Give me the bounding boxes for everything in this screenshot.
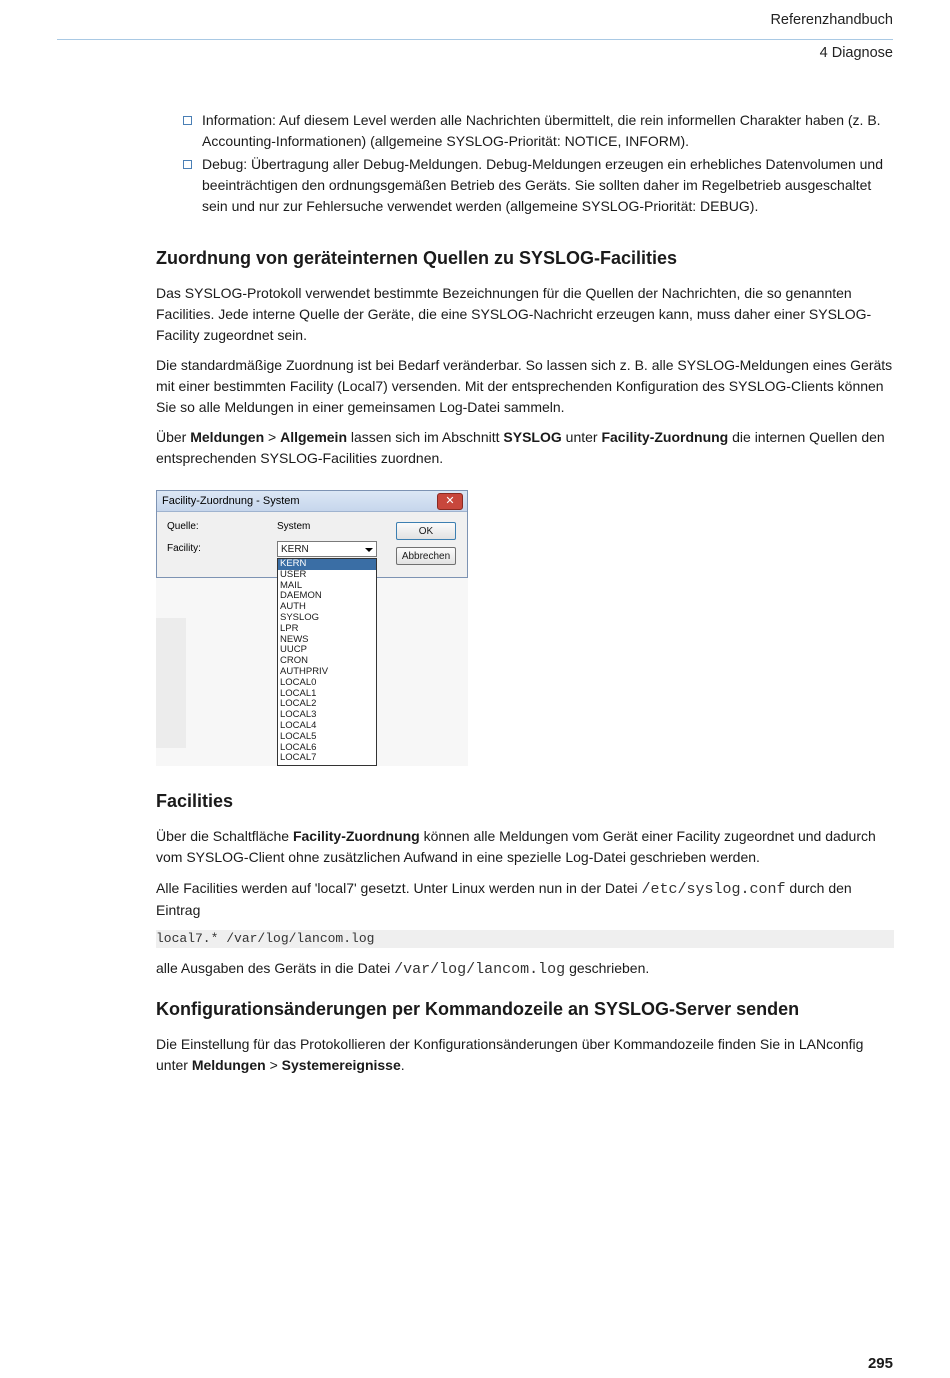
running-header-chapter: 4 Diagnose bbox=[819, 45, 893, 61]
facility-dropdown-list[interactable] bbox=[277, 558, 377, 766]
section-name-syslog: SYSLOG bbox=[503, 429, 562, 445]
dropdown-option[interactable]: MAIL bbox=[280, 579, 303, 591]
bullet-text: Information: Auf diesem Level werden alle Nachrichten übermittelt, die rein informellen Charakter haben (z. B. Accounting-Informationen) (allgemeine SYSLOG-Priorität: NOTICE, INFORM). bbox=[202, 112, 881, 149]
dropdown-option[interactable]: LOCAL3 bbox=[280, 709, 317, 721]
section-heading: Zuordnung von geräteinternen Quellen zu SYSLOG-Facilities bbox=[156, 248, 678, 268]
paragraph: Das SYSLOG-Protokoll verwendet bestimmte Bezeichnungen für die Quellen der Nachrichten, die so genannten Facilities. Jede interne Quelle der Geräte, die eine SYSLOG-Nachricht erzeugen kann, muss daher einer SYSLOG-Facility zugeordnet sein. bbox=[156, 285, 872, 343]
bullet-text: Debug: Übertragung aller Debug-Meldungen. Debug-Meldungen erzeugen ein erhebliches Datenvolumen und beeinträchtigen den ordnungsgemäßen Betrieb des Geräts. Sie sollten daher im Regelbetrieb ausgeschaltet sein und nur zur Fehlersuche verwendet werden (allgemeine SYSLOG-Priorität: DEBUG). bbox=[202, 156, 884, 214]
section-heading: Konfigurationsänderungen per Kommandozeile an SYSLOG-Server senden bbox=[156, 999, 800, 1019]
dropdown-option[interactable]: LOCAL1 bbox=[280, 687, 317, 699]
dropdown-option[interactable]: DAEMON bbox=[280, 590, 322, 602]
paragraph: Die standardmäßige Zuordnung ist bei Bedarf veränderbar. So lassen sich z. B. alle SYSLOG-Meldungen eines Geräts mit einer bestimmten Facility (Local7) versenden. Mit der entsprechenden Konfiguration des SYSLOG-Clients können Sie so alle Meldungen in einer gemeinsamen Log-Datei sammeln. bbox=[156, 357, 893, 415]
dialog-title: Facility-Zuordnung - System bbox=[162, 495, 300, 507]
square-bullet-icon bbox=[183, 160, 192, 169]
menu-path-systemereignisse: Systemereignisse bbox=[281, 1057, 401, 1073]
paragraph bbox=[156, 427, 894, 469]
page-number: 295 bbox=[867, 1355, 893, 1372]
text: Über die Schaltfläche bbox=[156, 828, 293, 844]
dropdown-option[interactable]: USER bbox=[280, 568, 307, 580]
text: Die Einstellung für das Protokollieren der Konfigurationsänderungen über Kommandozeile finden Sie in LANconfig unter bbox=[156, 1036, 864, 1073]
cancel-button[interactable]: Abbrechen bbox=[396, 547, 456, 565]
text: Alle Facilities werden auf 'local7' gesetzt. Unter Linux werden nun in der Datei bbox=[156, 880, 642, 896]
dropdown-option[interactable]: LOCAL6 bbox=[280, 741, 317, 753]
text: unter bbox=[561, 429, 602, 445]
dropdown-option[interactable]: UUCP bbox=[280, 644, 307, 656]
dropdown-option[interactable]: CRON bbox=[280, 655, 308, 667]
paragraph bbox=[156, 826, 894, 868]
close-icon[interactable]: ✕ bbox=[437, 493, 463, 510]
dropdown-option[interactable]: LOCAL7 bbox=[280, 752, 317, 764]
text: alle Ausgaben des Geräts in die Datei bbox=[156, 960, 395, 976]
source-label: Quelle: bbox=[167, 521, 199, 532]
text: geschrieben. bbox=[565, 960, 650, 976]
dropdown-option[interactable]: LOCAL5 bbox=[280, 730, 317, 742]
source-value: System bbox=[277, 521, 311, 532]
code-block: local7.* /var/log/lancom.log bbox=[156, 930, 894, 948]
paragraph bbox=[156, 1034, 894, 1076]
bullet-item bbox=[183, 154, 894, 217]
facility-label: Facility: bbox=[167, 543, 201, 554]
dropdown-option[interactable]: NEWS bbox=[280, 633, 309, 645]
paragraph bbox=[156, 958, 894, 980]
paragraph bbox=[156, 878, 894, 921]
dropdown-option[interactable]: AUTHPRIV bbox=[280, 665, 329, 677]
text: lassen sich im Abschnitt bbox=[347, 429, 504, 445]
facility-selected-value: KERN bbox=[281, 544, 309, 555]
dropdown-option[interactable]: LPR bbox=[280, 622, 299, 634]
menu-path-meldungen: Meldungen bbox=[190, 429, 265, 445]
bullet-item bbox=[183, 110, 894, 152]
menu-path-meldungen: Meldungen bbox=[191, 1057, 266, 1073]
square-bullet-icon bbox=[183, 116, 192, 125]
button-name-facility: Facility-Zuordnung bbox=[601, 429, 729, 445]
facility-select[interactable] bbox=[277, 541, 377, 557]
dropdown-option[interactable]: LOCAL4 bbox=[280, 719, 317, 731]
button-name-facility: Facility-Zuordnung bbox=[292, 828, 420, 844]
text: können alle Meldungen vom Gerät einer Facility zugeordnet und dadurch vom SYSLOG-Client ohne zusätzlichen Aufwand in eine spezielle Log-Datei geschrieben werden. bbox=[156, 828, 876, 865]
dropdown-option[interactable]: LOCAL2 bbox=[280, 698, 317, 710]
text: > bbox=[264, 429, 281, 445]
dropdown-option[interactable]: LOCAL0 bbox=[280, 676, 317, 688]
file-path: /etc/syslog.conf bbox=[641, 881, 786, 898]
bullet-list bbox=[183, 110, 894, 219]
text: die internen Quellen den entsprechenden SYSLOG-Facilities zuordnen. bbox=[156, 429, 885, 466]
header-rule bbox=[57, 39, 893, 40]
running-header-title: Referenzhandbuch bbox=[770, 12, 893, 28]
dropdown-option[interactable]: AUTH bbox=[280, 601, 306, 613]
dropdown-option[interactable]: KERN bbox=[278, 559, 376, 570]
chevron-down-icon[interactable] bbox=[365, 548, 373, 552]
text: > bbox=[265, 1057, 282, 1073]
file-path: /var/log/lancom.log bbox=[394, 961, 566, 978]
text: . bbox=[400, 1057, 405, 1073]
text: durch den Eintrag bbox=[156, 880, 852, 918]
dropdown-option[interactable]: SYSLOG bbox=[280, 611, 320, 623]
background-shadow bbox=[156, 618, 186, 748]
ok-button[interactable]: OK bbox=[396, 522, 456, 540]
text: Über bbox=[156, 429, 191, 445]
menu-path-allgemein: Allgemein bbox=[280, 429, 347, 445]
section-heading: Facilities bbox=[156, 791, 234, 811]
dialog-titlebar bbox=[157, 491, 467, 512]
